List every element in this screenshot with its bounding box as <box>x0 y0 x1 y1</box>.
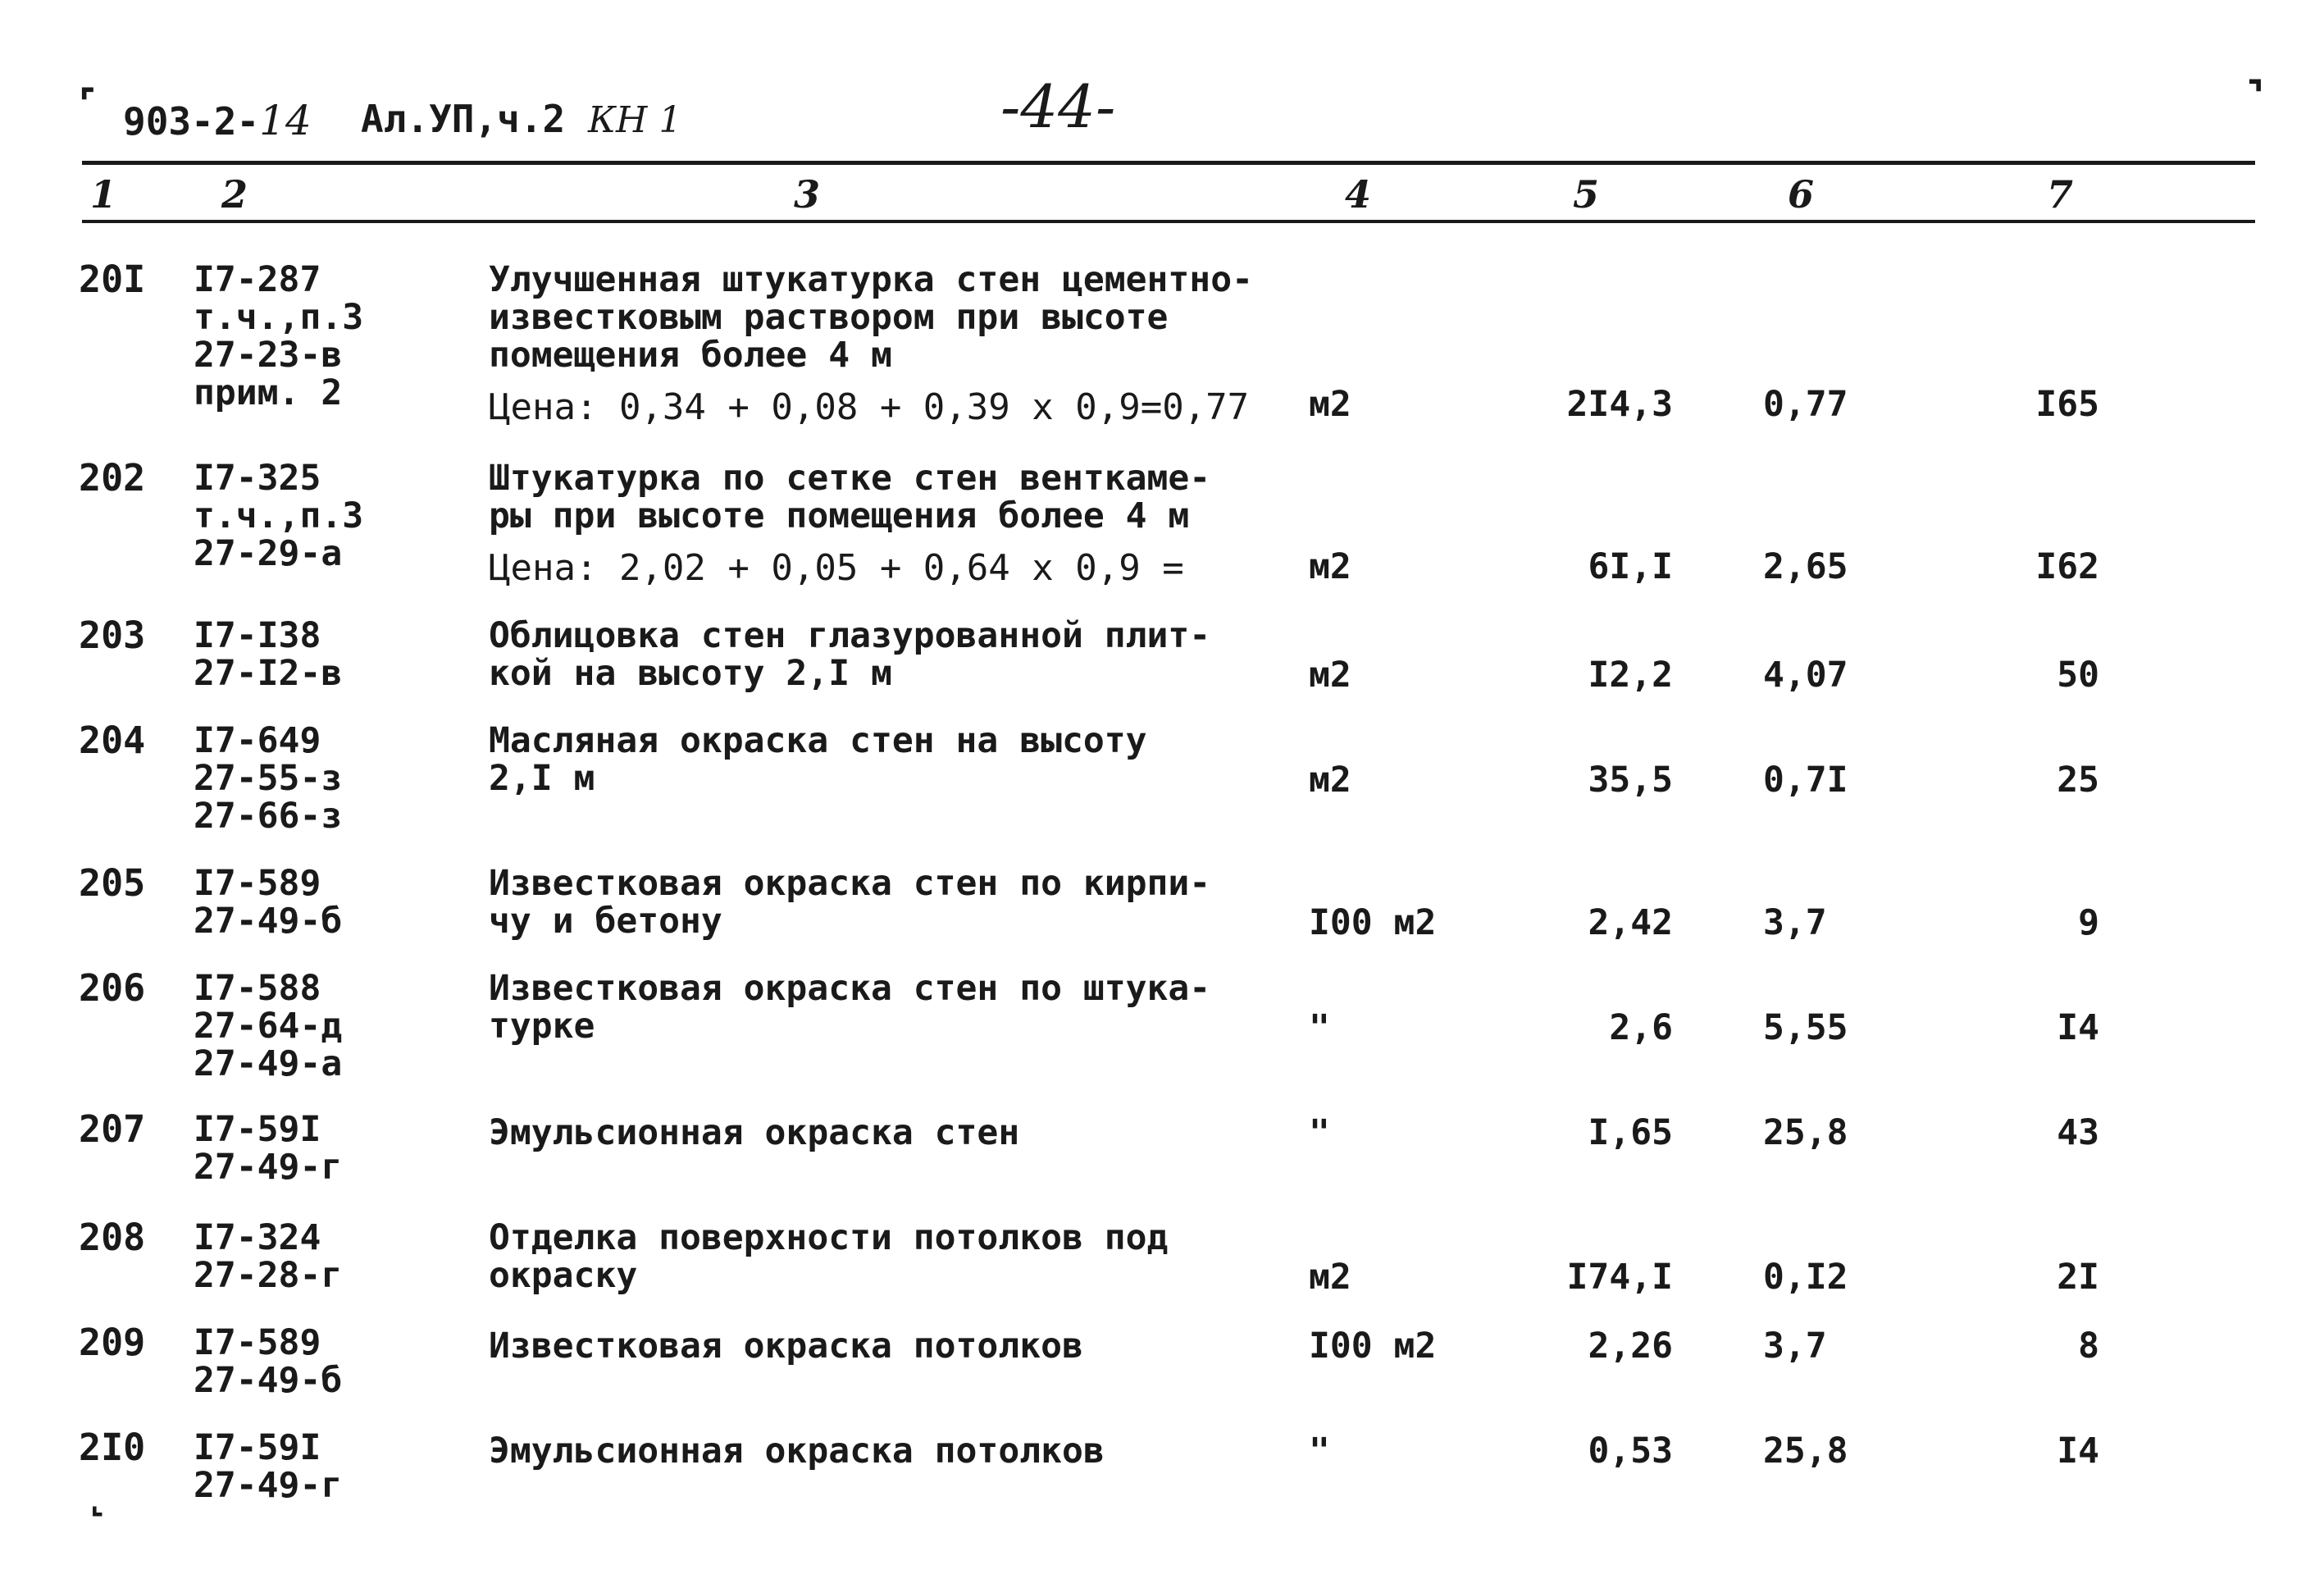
norm-codes: I7-324 27-28-г <box>194 1217 343 1296</box>
corner-mark-top-left: ⌜ <box>79 82 96 124</box>
row-number: 20I <box>79 258 146 301</box>
norm-codes: I7-588 27-64-д 27-49-а <box>194 968 343 1084</box>
unit: " <box>1309 1007 1330 1048</box>
total: I62 <box>2035 546 2099 587</box>
unit-rate: 5,55 <box>1763 1007 1848 1048</box>
unit: I00 м2 <box>1309 902 1437 943</box>
row-number: 207 <box>79 1107 146 1151</box>
total: 8 <box>2078 1326 2099 1367</box>
unit: I00 м2 <box>1309 1326 1437 1367</box>
column-header-6: 6 <box>1788 172 1815 217</box>
unit: м2 <box>1309 546 1351 587</box>
quantity: 0,53 <box>1588 1431 1673 1472</box>
corner-mark-bottom-left: ⌞ <box>90 1486 104 1520</box>
row-number: 2I0 <box>79 1426 146 1469</box>
total: 25 <box>2057 760 2099 801</box>
header-top-rule <box>82 161 2255 165</box>
work-description: Облицовка стен глазурованной плит- кой на высоту 2,I м <box>489 615 1211 694</box>
work-description: Известковая окраска стен по штука- турке <box>489 968 1211 1047</box>
column-header-5: 5 <box>1573 172 1600 217</box>
row-number: 202 <box>79 456 146 500</box>
norm-codes: I7-649 27-55-з 27-66-з <box>194 720 343 837</box>
norm-codes: I7-59I 27-49-г <box>194 1109 343 1188</box>
quantity: 2I4,3 <box>1566 384 1673 425</box>
unit-rate: 0,I2 <box>1763 1257 1848 1298</box>
total: 43 <box>2057 1112 2099 1153</box>
price-formula: Цена: 2,02 + 0,05 + 0,64 x 0,9 = <box>489 547 1184 589</box>
quantity: 2,26 <box>1588 1326 1673 1367</box>
work-description: Известковая окраска стен по кирпи- чу и бетону <box>489 863 1211 942</box>
unit-rate: 25,8 <box>1763 1112 1848 1153</box>
unit-rate: 3,7 <box>1763 1326 1827 1367</box>
column-header-2: 2 <box>221 172 248 217</box>
work-description: Эмульсионная окраска потолков <box>489 1431 1105 1472</box>
unit-rate: 3,7 <box>1763 902 1827 943</box>
unit-rate: 2,65 <box>1763 546 1848 587</box>
album-ref <box>361 97 681 141</box>
corner-mark-top-right: ⌝ <box>2247 74 2264 116</box>
work-description: Известковая окраска потолков <box>489 1326 1083 1367</box>
quantity: I74,I <box>1566 1257 1673 1298</box>
row-number: 205 <box>79 861 146 905</box>
unit: " <box>1309 1431 1330 1472</box>
row-number: 206 <box>79 966 146 1010</box>
page-number: -44- <box>1000 72 1116 141</box>
row-number: 204 <box>79 719 146 762</box>
column-header-7: 7 <box>2047 172 2074 217</box>
unit-rate: 4,07 <box>1763 655 1848 696</box>
norm-codes: I7-589 27-49-б <box>194 863 343 942</box>
quantity: 2,42 <box>1588 902 1673 943</box>
row-number: 203 <box>79 614 146 657</box>
unit: м2 <box>1309 655 1351 696</box>
project-code-handwritten: 14 <box>259 97 312 144</box>
project-code <box>123 97 312 144</box>
total: I4 <box>2057 1431 2099 1472</box>
total: I4 <box>2057 1007 2099 1048</box>
unit: м2 <box>1309 384 1351 425</box>
row-number: 209 <box>79 1321 146 1364</box>
unit: " <box>1309 1112 1330 1153</box>
norm-codes: I7-59I 27-49-г <box>194 1427 343 1506</box>
album-ref-handwritten: КН 1 <box>587 99 682 141</box>
column-header-3: 3 <box>794 172 821 217</box>
norm-codes: I7-325 т.ч.,п.3 27-29-а <box>194 458 364 574</box>
total: 2I <box>2057 1257 2099 1298</box>
project-code-printed: 903-2- <box>123 99 260 144</box>
norm-codes: I7-589 27-49-б <box>194 1322 343 1401</box>
unit-rate: 0,7I <box>1763 760 1848 801</box>
row-number: 208 <box>79 1216 146 1259</box>
quantity: I2,2 <box>1588 655 1673 696</box>
price-formula: Цена: 0,34 + 0,08 + 0,39 x 0,9=0,77 <box>489 386 1250 428</box>
total: I65 <box>2035 384 2099 425</box>
work-description: Штукатурка по сетке стен венткаме- ры при высоте помещения более 4 м Цена: 2,02 + 0,05 + 0,64 x 0,9 = <box>489 459 1276 587</box>
norm-codes: I7-287 т.ч.,п.3 27-23-в прим. 2 <box>194 259 364 413</box>
quantity: I,65 <box>1588 1112 1673 1153</box>
header-bottom-rule <box>82 220 2255 223</box>
album-ref-printed: Ал.УП,ч.2 <box>361 97 566 141</box>
total: 9 <box>2078 902 2099 943</box>
work-description: Отделка поверхности потолков под окраску <box>489 1217 1169 1296</box>
unit: м2 <box>1309 760 1351 801</box>
unit-rate: 0,77 <box>1763 384 1848 425</box>
work-description: Эмульсионная окраска стен <box>489 1112 1020 1153</box>
unit-rate: 25,8 <box>1763 1431 1848 1472</box>
quantity: 2,6 <box>1609 1007 1673 1048</box>
quantity: 35,5 <box>1588 760 1673 801</box>
unit: м2 <box>1309 1257 1351 1298</box>
column-header-1: 1 <box>90 172 117 217</box>
quantity: 6I,I <box>1588 546 1673 587</box>
work-description: Масляная окраска стен на высоту 2,I м <box>489 720 1147 799</box>
work-description: Улучшенная штукатурка стен цементно- известковым раствором при высоте помещения более 4 м Цена: 0,34 + 0,08 + 0,39 x 0,9=0,77 <box>489 261 1276 427</box>
norm-codes: I7-I38 27-I2-в <box>194 615 343 694</box>
column-header-4: 4 <box>1345 172 1372 217</box>
total: 50 <box>2057 655 2099 696</box>
